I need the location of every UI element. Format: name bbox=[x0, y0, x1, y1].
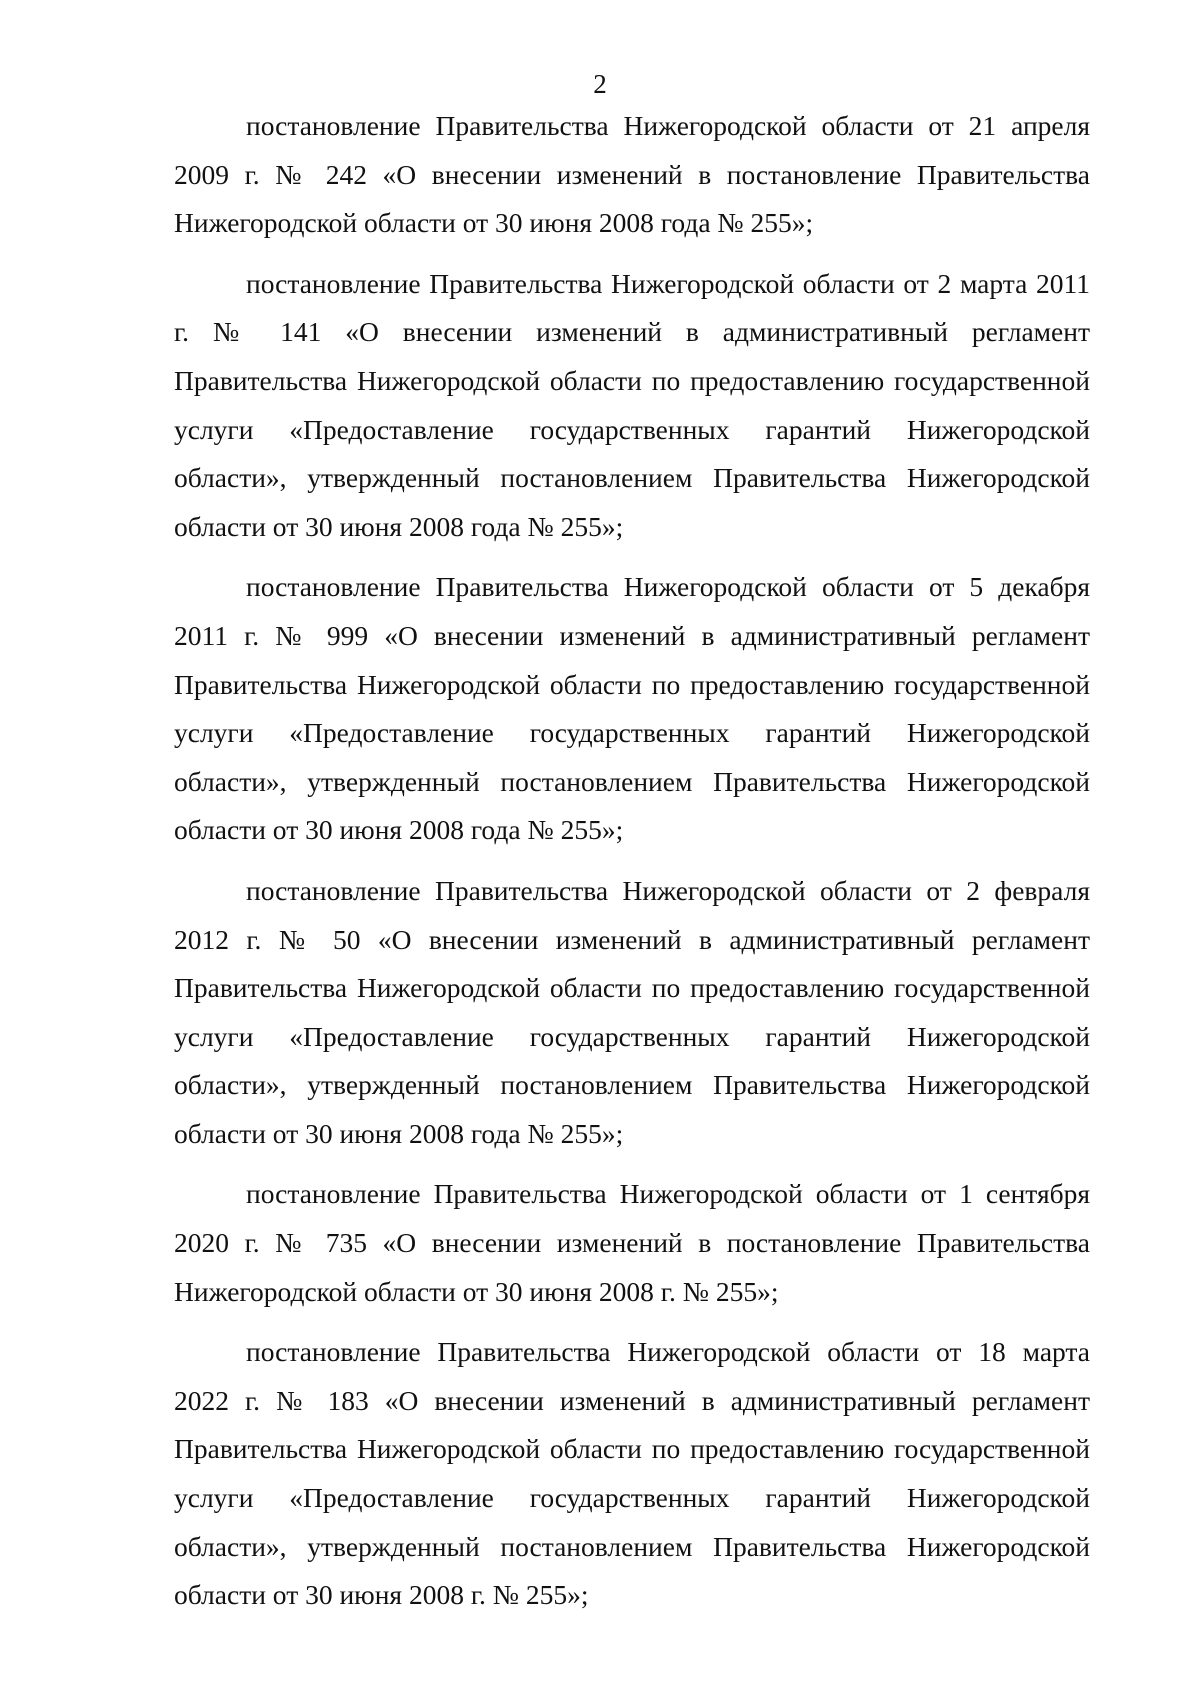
page-number: 2 bbox=[593, 69, 607, 99]
paragraph-resolution-183: постановление Правительства Нижегородской области от 18 марта 2022 г. № 183 «О внесении изменений в административный регламент Правительства Нижегородской области по предоставлению государственной услуги «Предоставление государственных гарантий Нижегородской области», утвержденный постановлением Правительства Нижегородской области от 30 июня 2008 г. № 255»; bbox=[174, 1336, 1090, 1611]
paragraph-resolution-242: постановление Правительства Нижегородской области от 21 апреля 2009 г. № 242 «О внесении изменений в постановление Правительства Нижегородской области от 30 июня 2008 года № 255»; bbox=[174, 110, 1090, 239]
paragraph-resolution-735: постановление Правительства Нижегородской области от 1 сентября 2020 г. № 735 «О внесении изменений в постановление Правительства Нижегородской области от 30 июня 2008 г. № 255»; bbox=[174, 1178, 1090, 1307]
document-body bbox=[174, 102, 1090, 1632]
paragraph-resolution-999: постановление Правительства Нижегородской области от 5 декабря 2011 г. № 999 «О внесении изменений в административный регламент Правительства Нижегородской области по предоставлению государственной услуги «Предоставление государственных гарантий Нижегородской области», утвержденный постановлением Правительства Нижегородской области от 30 июня 2008 года № 255»; bbox=[174, 571, 1090, 846]
paragraph-resolution-50: постановление Правительства Нижегородской области от 2 февраля 2012 г. № 50 «О внесении изменений в административный регламент Правительства Нижегородской области по предоставлению государственной услуги «Предоставление государственных гарантий Нижегородской области», утвержденный постановлением Правительства Нижегородской области от 30 июня 2008 года № 255»; bbox=[174, 874, 1090, 1149]
paragraph-resolution-141: постановление Правительства Нижегородской области от 2 марта 2011 г. № 141 «О внесении изменений в административный регламент Правительства Нижегородской области по предоставлению государственной услуги «Предоставление государственных гарантий Нижегородской области», утвержденный постановлением Правительства Нижегородской области от 30 июня 2008 года № 255»; bbox=[174, 267, 1090, 542]
